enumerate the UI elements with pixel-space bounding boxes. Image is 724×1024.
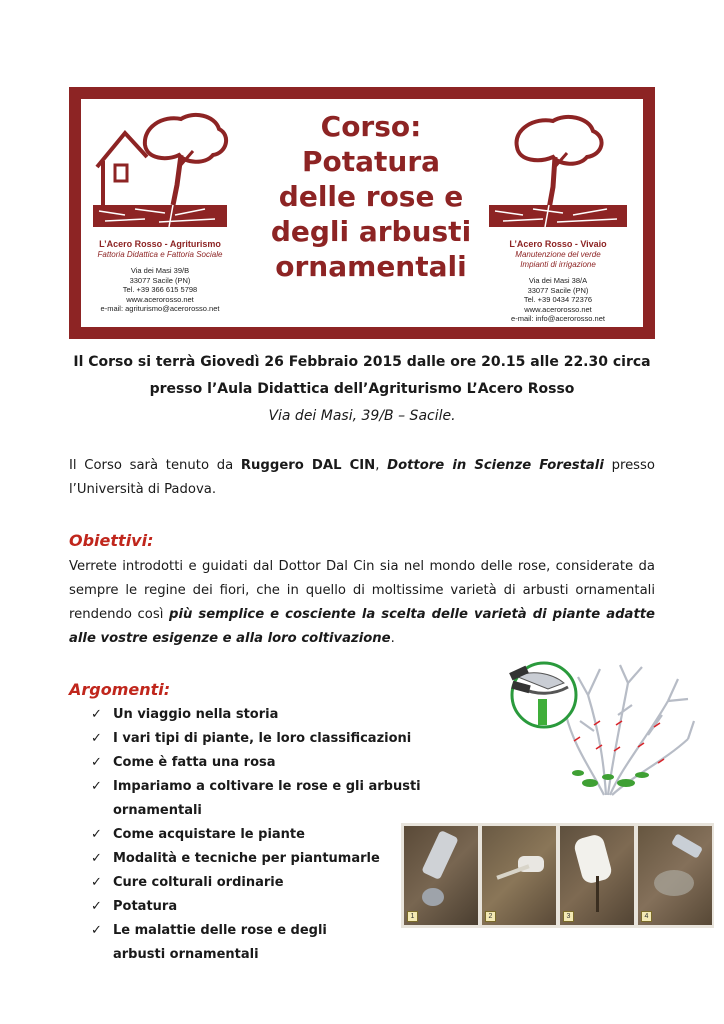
course-banner (69, 87, 655, 339)
list-item: ✓ Impariamo a coltivare le rose e gli arbusti ornamentali (91, 775, 511, 823)
agriturismo-phone: Tel. +39 366 615 5798 (122, 285, 198, 294)
agriturismo-subtitle: Fattoria Didattica e Fattoria Sociale (97, 250, 223, 259)
vivaio-address-street: Via dei Masi 38/A (528, 276, 588, 285)
vivaio-subtitle-1: Manutenzione del verde (515, 250, 601, 259)
house-tree-icon (85, 105, 235, 235)
title-line-2: Potatura (301, 145, 441, 178)
checkmark-icon: ✓ (91, 875, 102, 890)
rose-pruning-illustration (508, 655, 698, 800)
vivaio-address-city: 33077 Sacile (PN) (527, 285, 589, 295)
teacher-sep: , (375, 458, 388, 473)
list-item: ✓ Modalità e tecniche per piantumarle (91, 847, 511, 871)
checkmark-icon: ✓ (91, 923, 102, 938)
agriturismo-email: e-mail: agriturismo@acerorosso.net (100, 304, 220, 313)
agriturismo-address-street: Via dei Masi 39/B (130, 266, 190, 275)
course-title (261, 109, 481, 284)
pruning-shears-bush-icon (508, 655, 698, 800)
list-item: ✓ Le malattie delle rose e degli arbusti ornamentali (91, 919, 373, 967)
obiettivi-emphasis: più semplice e cosciente la scelta delle varietà di piante adatte alle vostre esigenze e alla loro coltivazione (69, 607, 655, 646)
obiettivi-text: Verrete introdotti e guidati dal Dottor Dal Cin sia nel mondo delle rose, considerate da sempre le regine dei fiori, che in quello di moltissime varietà di arbusti ornamentali rendendo così (69, 559, 655, 622)
vivaio-name: L’Acero Rosso - Vivaio (509, 239, 607, 249)
checkmark-icon: ✓ (91, 755, 102, 770)
teacher-name: Ruggero DAL CIN (240, 458, 376, 473)
list-item: ✓ Potatura (91, 895, 511, 919)
teacher-prefix: Il Corso sarà tenuto da (69, 458, 241, 473)
obiettivi-heading: Obiettivi: (69, 531, 154, 550)
planting-photo-1 (404, 826, 478, 925)
teacher-title: Dottore in Scienze Forestali (387, 458, 604, 473)
agriturismo-name: L’Acero Rosso - Agriturismo (99, 239, 221, 249)
course-address-line: Via dei Masi, 39/B – Sacile. (268, 408, 456, 424)
obiettivi-paragraph (69, 555, 655, 651)
planting-photo-4 (638, 826, 712, 925)
vivaio-phone: Tel. +39 0434 72376 (523, 295, 593, 304)
course-location-line: presso l’Aula Didattica dell’Agriturismo L’Acero Rosso (149, 381, 575, 397)
checkmark-icon: ✓ (91, 851, 102, 866)
photo-number-4: 4 (641, 911, 652, 922)
course-date-line: Il Corso si terrà Giovedì 26 Febbraio 2015 dalle ore 20.15 alle 22.30 circa (73, 354, 651, 370)
agriturismo-web: www.acerorosso.net (126, 294, 194, 304)
agriturismo-address-city: 33077 Sacile (PN) (129, 275, 191, 285)
teacher-suffix: presso l’Università di Padova. (69, 458, 655, 497)
planting-steps-photos (401, 823, 714, 928)
title-line-5: ornamentali (275, 250, 467, 283)
planting-photo-2 (482, 826, 556, 925)
checkmark-icon: ✓ (91, 779, 102, 794)
list-item: ✓ Un viaggio nella storia (91, 703, 511, 727)
checkmark-icon: ✓ (91, 707, 102, 722)
list-item: ✓ Come è fatta una rosa (91, 751, 511, 775)
checkmark-icon: ✓ (91, 827, 102, 842)
photo-number-3: 3 (563, 911, 574, 922)
vivaio-subtitle-2: Impianti di irrigazione (520, 260, 596, 269)
argomenti-heading: Argomenti: (69, 680, 171, 699)
checkmark-icon: ✓ (91, 731, 102, 746)
vivaio-logo (483, 105, 633, 327)
teacher-paragraph (69, 454, 655, 502)
list-item: ✓ Come acquistare le piante (91, 823, 511, 847)
list-item: ✓ I vari tipi di piante, le loro classificazioni (91, 727, 511, 751)
agriturismo-logo (85, 105, 235, 327)
title-line-4: degli arbusti (270, 215, 472, 248)
title-line-1: Corso: (320, 110, 422, 143)
checkmark-icon: ✓ (91, 899, 102, 914)
vivaio-web: www.acerorosso.net (524, 304, 592, 314)
title-line-3: delle rose e (278, 180, 464, 213)
photo-number-2: 2 (485, 911, 496, 922)
vivaio-email: e-mail: info@acerorosso.net (511, 314, 605, 323)
photo-number-1: 1 (407, 911, 418, 922)
banner-inner (81, 99, 643, 327)
obiettivi-end: . (390, 631, 395, 646)
list-item: ✓ Cure colturali ordinarie (91, 871, 511, 895)
planting-photo-3 (560, 826, 634, 925)
tree-icon (483, 105, 633, 235)
